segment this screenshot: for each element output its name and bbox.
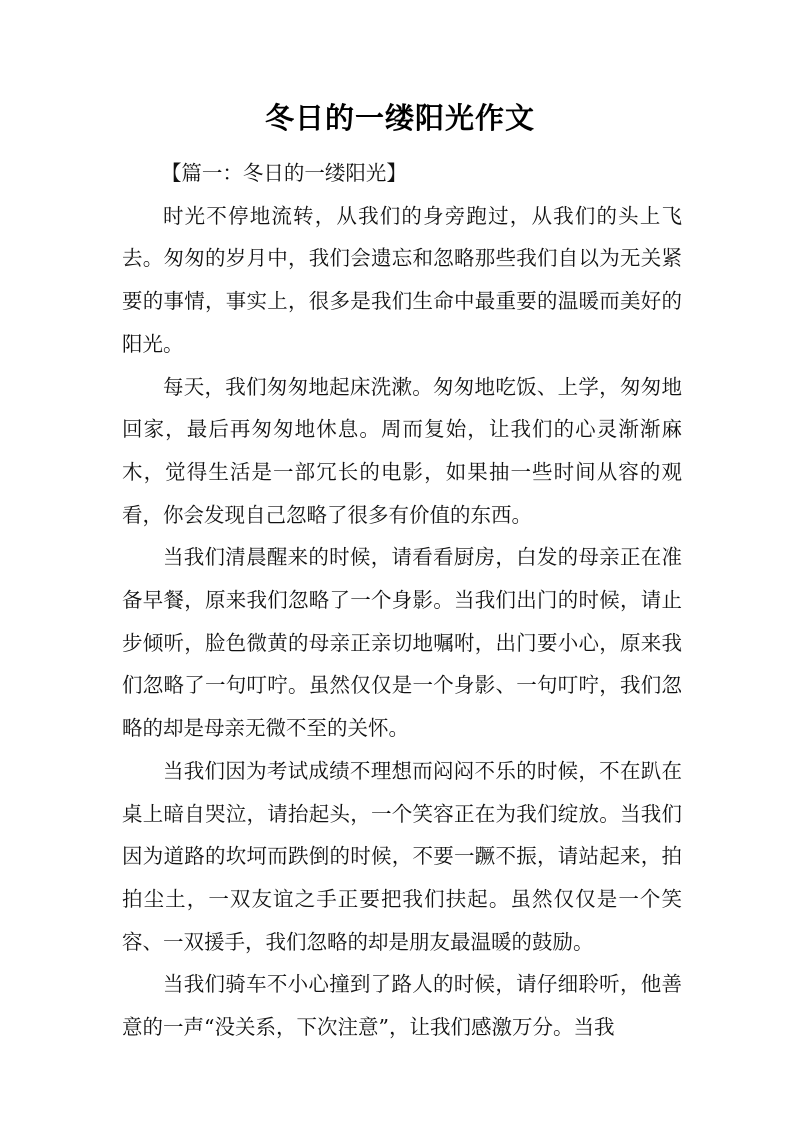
- paragraph: 每天，我们匆匆地起床洗漱。匆匆地吃饭、上学，匆匆地回家，最后再匆匆地休息。周而复始，让我们的心灵渐渐麻木，觉得生活是一部冗长的电影，如果抽一些时间从容的观看，你会发现自己忽略了很多有价值的东西。: [122, 374, 682, 527]
- paragraph: 当我们骑车不小心撞到了路人的时候，请仔细聆听，他善意的一声“没关系，下次注意”，让我们感激万分。当我: [122, 972, 682, 1040]
- paragraph: 当我们清晨醒来的时候，请看看厨房，白发的母亲正在准备早餐，原来我们忽略了一个身影。当我们出门的时候，请止步倾听，脸色微黄的母亲正亲切地嘱咐，出门要小心，原来我们忽略了一句叮咛。虽然仅仅是一个身影、一句叮咛，我们忽略的却是母亲无微不至的关怀。: [122, 545, 682, 741]
- paragraph: 当我们因为考试成绩不理想而闷闷不乐的时候，不在趴在桌上暗自哭泣，请抬起头，一个笑容正在为我们绽放。当我们因为道路的坎坷而跌倒的时候，不要一蹶不振，请站起来，拍拍尘土，一双友谊之手正要把我们扶起。虽然仅仅是一个笑容、一双援手，我们忽略的却是朋友最温暖的鼓励。: [122, 758, 682, 954]
- paragraph: 时光不停地流转，从我们的身旁跑过，从我们的头上飞去。匆匆的岁月中，我们会遗忘和忽略那些我们自以为无关紧要的事情，事实上，很多是我们生命中最重要的温暖而美好的阳光。: [122, 203, 682, 356]
- document-body: [122, 152, 682, 1049]
- section-heading: 【篇一：冬日的一缕阳光】: [160, 161, 407, 185]
- document-title: 冬日的一缕阳光作文: [264, 101, 535, 135]
